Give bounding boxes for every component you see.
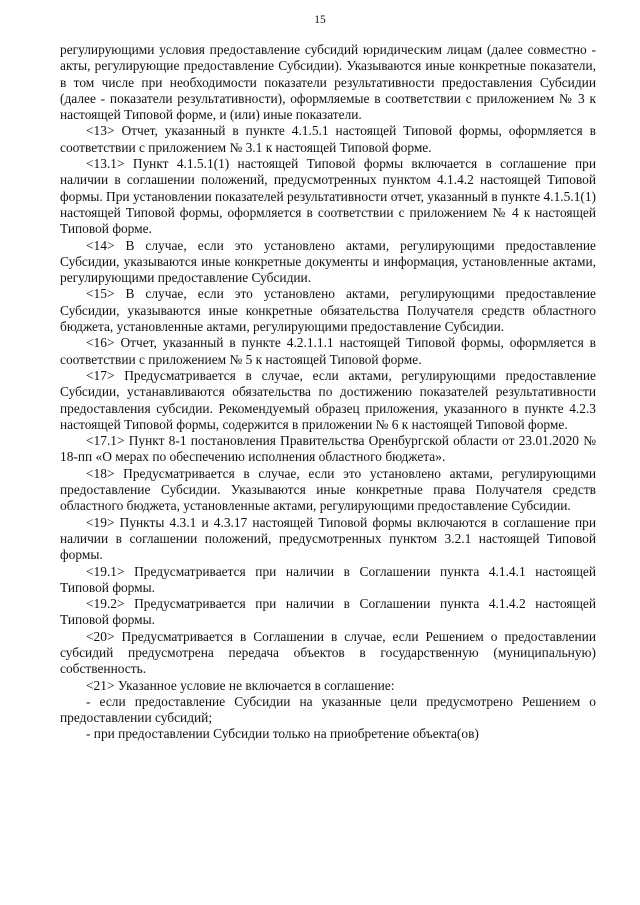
document-body — [60, 42, 596, 743]
list-item: - при предоставлении Субсидии только на приобретение объекта(ов) — [86, 726, 479, 742]
footnote-16: <16> Отчет, указанный в пункте 4.2.1.1.1 настоящей Типовой формы, оформляется в соответствии с приложением № 5 к настоящей Типовой форме. — [60, 335, 596, 367]
footnote-19-1: <19.1> Предусматривается при наличии в Соглашении пункта 4.1.4.1 настоящей Типовой формы. — [60, 563, 596, 595]
list-item: - если предоставление Субсидии на указанные цели предусмотрено Решением о предоставлении субсидий; — [60, 693, 596, 726]
footnote-20: <20> Предусматривается в Соглашении в случае, если Решением о предоставлении субсидий предусмотрена передача объектов в государственную (муниципальную) собственность. — [60, 628, 596, 677]
footnote-17: <17> Предусматривается в случае, если актами, регулирующими предоставление Субсидии, устанавливаются обязательства по достижению показателей результативности предоставления субсидии. Рекомендуемый образец приложения, указанного в пункте 4.2.3 настоящей Типовой формы, содержится в приложении № 6 к настоящей Типовой форме. — [60, 367, 596, 432]
footnote-21: <21> Указанное условие не включается в соглашение: — [86, 677, 395, 693]
footnote-18: <18> Предусматривается в случае, если это установлено актами, регулирующими предоставление Субсидии. Указываются иные конкретные права Получателя средств областного бюджета, установленные актами, регулирующими предоставление Субсидии. — [60, 465, 596, 514]
paragraph-continuation: регулирующими условия предоставление субсидий юридическим лицам (далее совместно - акты, регулирующие предоставление Субсидии). Указываются иные конкретные показатели, в том числе при необходимости показатели результативности предоставления Субсидии (далее - показатели результативности), оформляемые в соответствии с приложением № 3 к настоящей Типовой форме, и (или) иные показатели. — [60, 42, 596, 123]
footnote-19: <19> Пункты 4.3.1 и 4.3.17 настоящей Типовой формы включаются в соглашение при наличии в соглашении положений, предусмотренных пунктом 3.2.1 настоящей Типовой формы. — [60, 514, 596, 563]
footnote-13: <13> Отчет, указанный в пункте 4.1.5.1 настоящей Типовой формы, оформляется в соответствии с приложением № 3.1 к настоящей Типовой форме. — [60, 123, 596, 155]
footnote-14: <14> В случае, если это установлено актами, регулирующими предоставление Субсидии, указываются иные конкретные документы и информация, установленные актами, регулирующими предоставление Субсидии. — [60, 237, 596, 286]
page-number: 15 — [314, 14, 326, 26]
footnote-17-1: <17.1> Пункт 8-1 постановления Правительства Оренбургской области от 23.01.2020 № 18-пп «О мерах по обеспечению исполнения областного бюджета». — [60, 433, 596, 465]
footnote-15: <15> В случае, если это установлено актами, регулирующими предоставление Субсидии, указываются иные конкретные обязательства Получателя средств областного бюджета, установленные актами, регулирующими предоставление Субсидии. — [60, 286, 596, 335]
footnote-19-2: <19.2> Предусматривается при наличии в Соглашении пункта 4.1.4.2 настоящей Типовой формы. — [60, 596, 596, 628]
footnote-13-1: <13.1> Пункт 4.1.5.1(1) настоящей Типовой формы включается в соглашение при наличии в соглашении положений, предусмотренных пунктом 4.1.4.2 настоящей Типовой формы. При установлении показателей результативности отчет, указанный в пункте 4.1.5.1(1) настоящей Типовой формы, оформляется в соответствии с приложением № 4 к настоящей Типовой форме. — [60, 156, 596, 237]
